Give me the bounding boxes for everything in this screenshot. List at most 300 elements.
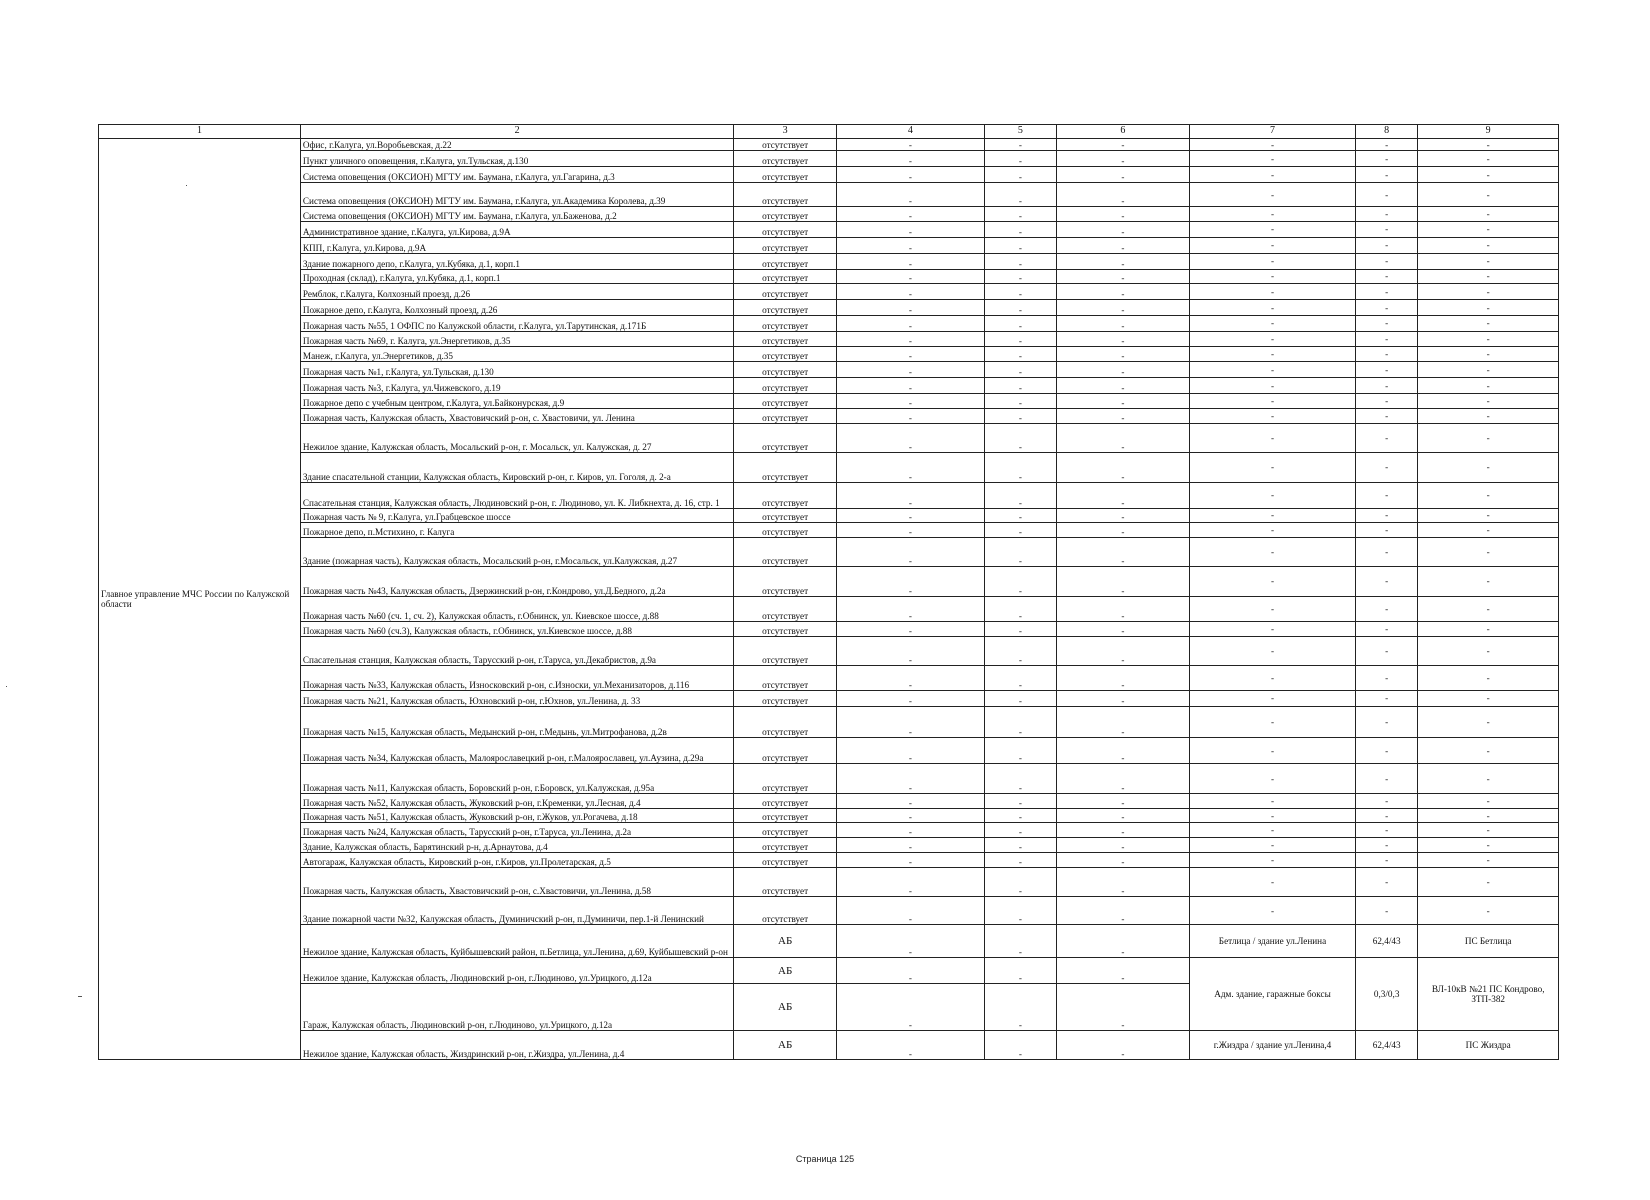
object-address: Нежилое здание, Калужская область, Людиновский р-он, г.Людиново, ул.Урицкого, д.12а <box>300 958 733 983</box>
col6-value: - <box>1056 482 1189 508</box>
object-address: Пожарная часть №55, 1 ОФПС по Калужской области, г.Калуга, ул.Тарутинская, д.171Б <box>300 315 733 331</box>
col5-value: - <box>984 983 1056 1030</box>
col6-value: - <box>1056 621 1189 636</box>
object-address: Пункт уличного оповещения, г.Калуга, ул.Тульская, д.130 <box>300 151 733 167</box>
power-source-object: - <box>1190 621 1356 636</box>
substation-name: - <box>1418 621 1559 636</box>
object-address: КПП, г.Калуга, ул.Кирова, д.9А <box>300 237 733 253</box>
protection-status: отсутствует <box>734 346 837 362</box>
col6-value: - <box>1056 362 1189 378</box>
protection-status: отсутствует <box>734 707 837 738</box>
power-capacity: - <box>1355 151 1417 167</box>
protection-status: отсутствует <box>734 838 837 853</box>
table-row <box>99 823 1559 838</box>
object-address: Нежилое здание, Калужская область, Мосальский р-он, г. Мосальск, ул. Калужская, д. 27 <box>300 423 733 453</box>
table-row <box>99 666 1559 690</box>
col6-value: - <box>1056 378 1189 394</box>
object-address: Нежилое здание, Калужская область, Жиздринский р-он, г.Жиздра, ул.Ленина, д.4 <box>300 1031 733 1060</box>
table-row <box>99 151 1559 167</box>
substation-name: - <box>1418 567 1559 597</box>
protection-status: отсутствует <box>734 408 837 423</box>
object-address: Пожарная часть №33, Калужская область, Износковский р-он, с.Износки, ул.Механизаторов, д.116 <box>300 666 733 690</box>
col4-value: - <box>836 237 984 253</box>
power-source-object: - <box>1190 151 1356 167</box>
power-source-object: - <box>1190 378 1356 394</box>
table-row <box>99 522 1559 537</box>
object-address: Пожарная часть № 9, г.Калуга, ул.Грабцевское шоссе <box>300 509 733 523</box>
col5-value: - <box>984 423 1056 453</box>
col5-value: - <box>984 151 1056 167</box>
col6-value: - <box>1056 808 1189 823</box>
col4-value: - <box>836 621 984 636</box>
col4-value: - <box>836 423 984 453</box>
object-address: Пожарная часть №43, Калужская область, Дзержинский р-он, г.Кондрово, ул.Д.Бедного, д.2а <box>300 567 733 597</box>
power-capacity: - <box>1355 222 1417 238</box>
power-capacity: - <box>1355 362 1417 378</box>
object-address: Гараж, Калужская область, Людиновский р-он, г.Людиново, ул.Урицкого, д.12а <box>300 983 733 1030</box>
substation-name: - <box>1418 394 1559 409</box>
power-capacity: - <box>1355 138 1417 151</box>
power-source-object: - <box>1190 222 1356 238</box>
col5-value: - <box>984 482 1056 508</box>
power-source-object: Адм. здание, гаражные боксы <box>1190 958 1356 1031</box>
table-row <box>99 924 1559 958</box>
power-source-object: - <box>1190 408 1356 423</box>
power-source-object: - <box>1190 690 1356 707</box>
table-row <box>99 838 1559 853</box>
object-address: Пожарное депо, п.Мстихино, г. Калуга <box>300 522 733 537</box>
substation-name: - <box>1418 764 1559 794</box>
col6-value: - <box>1056 315 1189 331</box>
col5-value: - <box>984 269 1056 284</box>
col5-value: - <box>984 362 1056 378</box>
column-number: 2 <box>300 125 733 139</box>
protection-status: АБ <box>734 958 837 983</box>
object-address: Пожарное депо с учебным центром, г.Калуга, ул.Байконурская, д.9 <box>300 394 733 409</box>
power-source-object: - <box>1190 764 1356 794</box>
col4-value: - <box>836 958 984 983</box>
col5-value: - <box>984 408 1056 423</box>
col4-value: - <box>836 509 984 523</box>
object-address: Пожарная часть №51, Калужская область, Жуковский р-он, г.Жуков, ул.Рогачева, д.18 <box>300 808 733 823</box>
protection-status: отсутствует <box>734 690 837 707</box>
power-capacity: - <box>1355 522 1417 537</box>
col4-value: - <box>836 764 984 794</box>
protection-status: отсутствует <box>734 823 837 838</box>
object-address: Пожарная часть №52, Калужская область, Жуковский р-он, г.Кременки, ул.Лесная, д.4 <box>300 793 733 808</box>
power-source-object: - <box>1190 537 1356 567</box>
power-capacity: - <box>1355 346 1417 362</box>
col4-value: - <box>836 151 984 167</box>
col4-value: - <box>836 838 984 853</box>
power-source-object: - <box>1190 897 1356 924</box>
power-source-object: - <box>1190 167 1356 183</box>
protection-status: отсутствует <box>734 167 837 183</box>
col5-value: - <box>984 707 1056 738</box>
protection-status: отсутствует <box>734 138 837 151</box>
col5-value: - <box>984 737 1056 763</box>
substation-name: - <box>1418 823 1559 838</box>
col6-value: - <box>1056 764 1189 794</box>
column-number: 5 <box>984 125 1056 139</box>
col6-value: - <box>1056 183 1189 207</box>
col6-value: - <box>1056 222 1189 238</box>
col4-value: - <box>836 253 984 269</box>
col4-value: - <box>836 567 984 597</box>
table-row <box>99 567 1559 597</box>
col6-value: - <box>1056 983 1189 1030</box>
substation-name: - <box>1418 793 1559 808</box>
power-capacity: - <box>1355 690 1417 707</box>
object-address: Здание (пожарная часть), Калужская область, Мосальский р-он, г.Мосальск, ул.Калужская, д.27 <box>300 537 733 567</box>
substation-name: - <box>1418 222 1559 238</box>
col5-value: - <box>984 621 1056 636</box>
table-row <box>99 138 1559 151</box>
object-address: Ремблок, г.Калуга, Колхозный проезд, д.26 <box>300 284 733 300</box>
substation-name: - <box>1418 666 1559 690</box>
power-source-object: - <box>1190 207 1356 222</box>
col6-value: - <box>1056 690 1189 707</box>
substation-name: - <box>1418 331 1559 346</box>
column-number: 8 <box>1355 125 1417 139</box>
power-source-object: - <box>1190 183 1356 207</box>
col5-value: - <box>984 509 1056 523</box>
col4-value: - <box>836 596 984 621</box>
power-source-object: - <box>1190 867 1356 897</box>
col4-value: - <box>836 315 984 331</box>
col5-value: - <box>984 222 1056 238</box>
substation-name: - <box>1418 737 1559 763</box>
power-capacity: - <box>1355 808 1417 823</box>
power-source-object: - <box>1190 509 1356 523</box>
col5-value: - <box>984 253 1056 269</box>
power-capacity: - <box>1355 823 1417 838</box>
col5-value: - <box>984 207 1056 222</box>
col6-value: - <box>1056 707 1189 738</box>
power-capacity: - <box>1355 269 1417 284</box>
col5-value: - <box>984 596 1056 621</box>
substation-name: - <box>1418 707 1559 738</box>
substation-name: - <box>1418 253 1559 269</box>
power-capacity: - <box>1355 596 1417 621</box>
power-source-object: - <box>1190 394 1356 409</box>
col5-value: - <box>984 924 1056 958</box>
power-capacity: - <box>1355 852 1417 867</box>
col6-value: - <box>1056 924 1189 958</box>
power-source-object: - <box>1190 823 1356 838</box>
col6-value: - <box>1056 253 1189 269</box>
column-number: 7 <box>1190 125 1356 139</box>
substation-name: - <box>1418 852 1559 867</box>
protection-status: отсутствует <box>734 151 837 167</box>
table-row <box>99 958 1559 983</box>
col5-value: - <box>984 378 1056 394</box>
table-row <box>99 482 1559 508</box>
substation-name: - <box>1418 138 1559 151</box>
table-row <box>99 690 1559 707</box>
table-row <box>99 253 1559 269</box>
col5-value: - <box>984 522 1056 537</box>
col4-value: - <box>836 331 984 346</box>
table-row <box>99 269 1559 284</box>
substation-name: - <box>1418 362 1559 378</box>
table-row <box>99 596 1559 621</box>
col4-value: - <box>836 690 984 707</box>
col5-value: - <box>984 823 1056 838</box>
protection-status: отсутствует <box>734 808 837 823</box>
power-capacity: - <box>1355 838 1417 853</box>
power-capacity: - <box>1355 764 1417 794</box>
col4-value: - <box>836 522 984 537</box>
scan-speck <box>186 185 187 186</box>
col6-value: - <box>1056 331 1189 346</box>
col6-value: - <box>1056 737 1189 763</box>
table-row <box>99 808 1559 823</box>
col5-value: - <box>984 808 1056 823</box>
substation-name: - <box>1418 237 1559 253</box>
power-capacity: - <box>1355 482 1417 508</box>
col4-value: - <box>836 636 984 666</box>
substation-name: - <box>1418 315 1559 331</box>
power-source-object: - <box>1190 482 1356 508</box>
col6-value: - <box>1056 167 1189 183</box>
table-row <box>99 621 1559 636</box>
document-sheet <box>98 124 1559 1060</box>
power-source-object: - <box>1190 636 1356 666</box>
col6-value: - <box>1056 509 1189 523</box>
col6-value: - <box>1056 666 1189 690</box>
col4-value: - <box>836 1031 984 1060</box>
col4-value: - <box>836 924 984 958</box>
substation-name: - <box>1418 636 1559 666</box>
table-row <box>99 423 1559 453</box>
object-address: Пожарная часть №60 (сч. 1, сч. 2), Калужская область, г.Обнинск, ул. Киевское шоссе, д.88 <box>300 596 733 621</box>
protection-status: отсутствует <box>734 596 837 621</box>
col5-value: - <box>984 838 1056 853</box>
power-source-object: - <box>1190 838 1356 853</box>
col6-value: - <box>1056 537 1189 567</box>
col6-value: - <box>1056 838 1189 853</box>
col5-value: - <box>984 237 1056 253</box>
power-capacity: - <box>1355 453 1417 483</box>
power-source-object: - <box>1190 808 1356 823</box>
column-number: 1 <box>99 125 301 139</box>
table-row <box>99 707 1559 738</box>
protection-status: отсутствует <box>734 362 837 378</box>
protection-status: отсутствует <box>734 897 837 924</box>
table-row <box>99 764 1559 794</box>
substation-name: - <box>1418 183 1559 207</box>
power-capacity: - <box>1355 537 1417 567</box>
protection-status: отсутствует <box>734 222 837 238</box>
col5-value: - <box>984 1031 1056 1060</box>
table-row <box>99 362 1559 378</box>
protection-status: отсутствует <box>734 183 837 207</box>
object-address: Административное здание, г.Калуга, ул.Кирова, д.9А <box>300 222 733 238</box>
power-source-object: - <box>1190 793 1356 808</box>
substation-name: - <box>1418 284 1559 300</box>
col4-value: - <box>836 453 984 483</box>
column-number-row <box>99 125 1559 139</box>
col5-value: - <box>984 284 1056 300</box>
power-capacity: 62,4/43 <box>1355 924 1417 958</box>
protection-status: отсутствует <box>734 284 837 300</box>
power-source-object: г.Жиздра / здание ул.Ленина,4 <box>1190 1031 1356 1060</box>
power-capacity: - <box>1355 793 1417 808</box>
object-address: Манеж, г.Калуга, ул.Энергетиков, д.35 <box>300 346 733 362</box>
object-address: Пожарная часть №24, Калужская область, Тарусский р-он, г.Таруса, ул.Ленина, д.2а <box>300 823 733 838</box>
col5-value: - <box>984 897 1056 924</box>
col6-value: - <box>1056 636 1189 666</box>
protection-status: отсутствует <box>734 852 837 867</box>
col6-value: - <box>1056 596 1189 621</box>
power-source-object: - <box>1190 707 1356 738</box>
protection-status: отсутствует <box>734 253 837 269</box>
protection-status: отсутствует <box>734 423 837 453</box>
col4-value: - <box>836 793 984 808</box>
power-source-object: - <box>1190 315 1356 331</box>
object-address: Нежилое здание, Калужская область, Куйбышевский район, п.Бетлица, ул.Ленина, д.69, Куйбышевский р-он <box>300 924 733 958</box>
protection-status: отсутствует <box>734 378 837 394</box>
protection-status: отсутствует <box>734 522 837 537</box>
object-address: Система оповещения (ОКСИОН) МГТУ им. Баумана, г.Калуга, ул.Баженова, д.2 <box>300 207 733 222</box>
col5-value: - <box>984 666 1056 690</box>
table-row <box>99 636 1559 666</box>
power-capacity: - <box>1355 621 1417 636</box>
table-row <box>99 793 1559 808</box>
col5-value: - <box>984 537 1056 567</box>
table-row <box>99 237 1559 253</box>
power-capacity: - <box>1355 423 1417 453</box>
col6-value: - <box>1056 269 1189 284</box>
power-capacity: - <box>1355 707 1417 738</box>
col6-value: - <box>1056 207 1189 222</box>
table-row <box>99 315 1559 331</box>
table-row <box>99 300 1559 316</box>
col4-value: - <box>836 482 984 508</box>
power-source-object: - <box>1190 522 1356 537</box>
col6-value: - <box>1056 958 1189 983</box>
col6-value: - <box>1056 151 1189 167</box>
object-address: Спасательная станция, Калужская область, Людиновский р-он, г. Людиново, ул. К. Либкнехта, д. 16, стр. 1 <box>300 482 733 508</box>
col4-value: - <box>836 222 984 238</box>
substation-name: - <box>1418 690 1559 707</box>
power-source-object: - <box>1190 237 1356 253</box>
col5-value: - <box>984 453 1056 483</box>
col4-value: - <box>836 737 984 763</box>
table-row <box>99 408 1559 423</box>
substation-name: - <box>1418 482 1559 508</box>
column-number: 4 <box>836 125 984 139</box>
col5-value: - <box>984 183 1056 207</box>
power-source-object: - <box>1190 346 1356 362</box>
power-source-object: - <box>1190 362 1356 378</box>
power-source-object: - <box>1190 300 1356 316</box>
col4-value: - <box>836 167 984 183</box>
object-address: Пожарная часть, Калужская область, Хвастовичский р-он, с.Хвастовичи, ул.Ленина, д.58 <box>300 867 733 897</box>
col4-value: - <box>836 867 984 897</box>
substation-name: - <box>1418 207 1559 222</box>
power-capacity: - <box>1355 253 1417 269</box>
protection-status: отсутствует <box>734 453 837 483</box>
substation-name: - <box>1418 151 1559 167</box>
scan-speck <box>78 996 82 997</box>
col4-value: - <box>836 138 984 151</box>
col6-value: - <box>1056 1031 1189 1060</box>
col5-value: - <box>984 867 1056 897</box>
power-source-object: - <box>1190 331 1356 346</box>
power-capacity: - <box>1355 300 1417 316</box>
organization-name: Главное управление МЧС России по Калужской области <box>99 138 301 1059</box>
protection-status: отсутствует <box>734 764 837 794</box>
object-address: Система оповещения (ОКСИОН) МГТУ им. Баумана, г.Калуга, ул.Гагарина, д.3 <box>300 167 733 183</box>
col4-value: - <box>836 207 984 222</box>
column-number: 6 <box>1056 125 1189 139</box>
power-capacity: - <box>1355 284 1417 300</box>
power-capacity: 62,4/43 <box>1355 1031 1417 1060</box>
object-address: Пожарная часть, Калужская область, Хвастовичский р-он, с. Хвастовичи, ул. Ленина <box>300 408 733 423</box>
object-address: Пожарная часть №34, Калужская область, Малоярославецкий р-он, г.Малоярославец, ул.Аузина, д.29а <box>300 737 733 763</box>
power-capacity: - <box>1355 509 1417 523</box>
object-address: Пожарная часть №60 (сч.3), Калужская область, г.Обнинск, ул.Киевское шоссе, д.88 <box>300 621 733 636</box>
object-address: Спасательная станция, Калужская область, Тарусский р-он, г.Таруса, ул.Декабристов, д.9а <box>300 636 733 666</box>
power-capacity: - <box>1355 567 1417 597</box>
protection-status: отсутствует <box>734 509 837 523</box>
power-capacity: - <box>1355 183 1417 207</box>
col5-value: - <box>984 852 1056 867</box>
col4-value: - <box>836 983 984 1030</box>
object-address: Проходная (склад), г.Калуга, ул.Кубяка, д.1, корп.1 <box>300 269 733 284</box>
object-address: Пожарная часть №21, Калужская область, Юхновский р-он, г.Юхнов, ул.Ленина, д. 33 <box>300 690 733 707</box>
register-table <box>98 124 1559 1060</box>
power-capacity: - <box>1355 408 1417 423</box>
object-address: Автогараж, Калужская область, Кировский р-он, г.Киров, ул.Пролетарская, д.5 <box>300 852 733 867</box>
col6-value: - <box>1056 394 1189 409</box>
power-capacity: - <box>1355 737 1417 763</box>
protection-status: отсутствует <box>734 567 837 597</box>
table-row <box>99 394 1559 409</box>
protection-status: отсутствует <box>734 269 837 284</box>
object-address: Офис, г.Калуга, ул.Воробьевская, д.22 <box>300 138 733 151</box>
substation-name: - <box>1418 378 1559 394</box>
col5-value: - <box>984 300 1056 316</box>
col4-value: - <box>836 897 984 924</box>
substation-name: - <box>1418 867 1559 897</box>
protection-status: отсутствует <box>734 537 837 567</box>
col6-value: - <box>1056 423 1189 453</box>
col5-value: - <box>984 764 1056 794</box>
col4-value: - <box>836 823 984 838</box>
object-address: Система оповещения (ОКСИОН) МГТУ им. Баумана, г.Калуга, ул.Академика Королева, д.39 <box>300 183 733 207</box>
table-row <box>99 852 1559 867</box>
protection-status: отсутствует <box>734 793 837 808</box>
object-address: Здание спасательной станции, Калужская область, Кировский р-он, г. Киров, ул. Гоголя, д. 2-а <box>300 453 733 483</box>
col6-value: - <box>1056 284 1189 300</box>
power-source-object: - <box>1190 453 1356 483</box>
col4-value: - <box>836 666 984 690</box>
col4-value: - <box>836 408 984 423</box>
col4-value: - <box>836 300 984 316</box>
col4-value: - <box>836 707 984 738</box>
col5-value: - <box>984 636 1056 666</box>
substation-name: - <box>1418 808 1559 823</box>
page-number: Страница 125 <box>795 1154 855 1164</box>
table-row <box>99 167 1559 183</box>
object-address: Здание, Калужская область, Барятинский р-н, д.Арнаутова, д.4 <box>300 838 733 853</box>
table-row <box>99 207 1559 222</box>
substation-name: - <box>1418 897 1559 924</box>
object-address: Пожарная часть №11, Калужская область, Боровский р-он, г.Боровск, ул.Калужская, д.95а <box>300 764 733 794</box>
